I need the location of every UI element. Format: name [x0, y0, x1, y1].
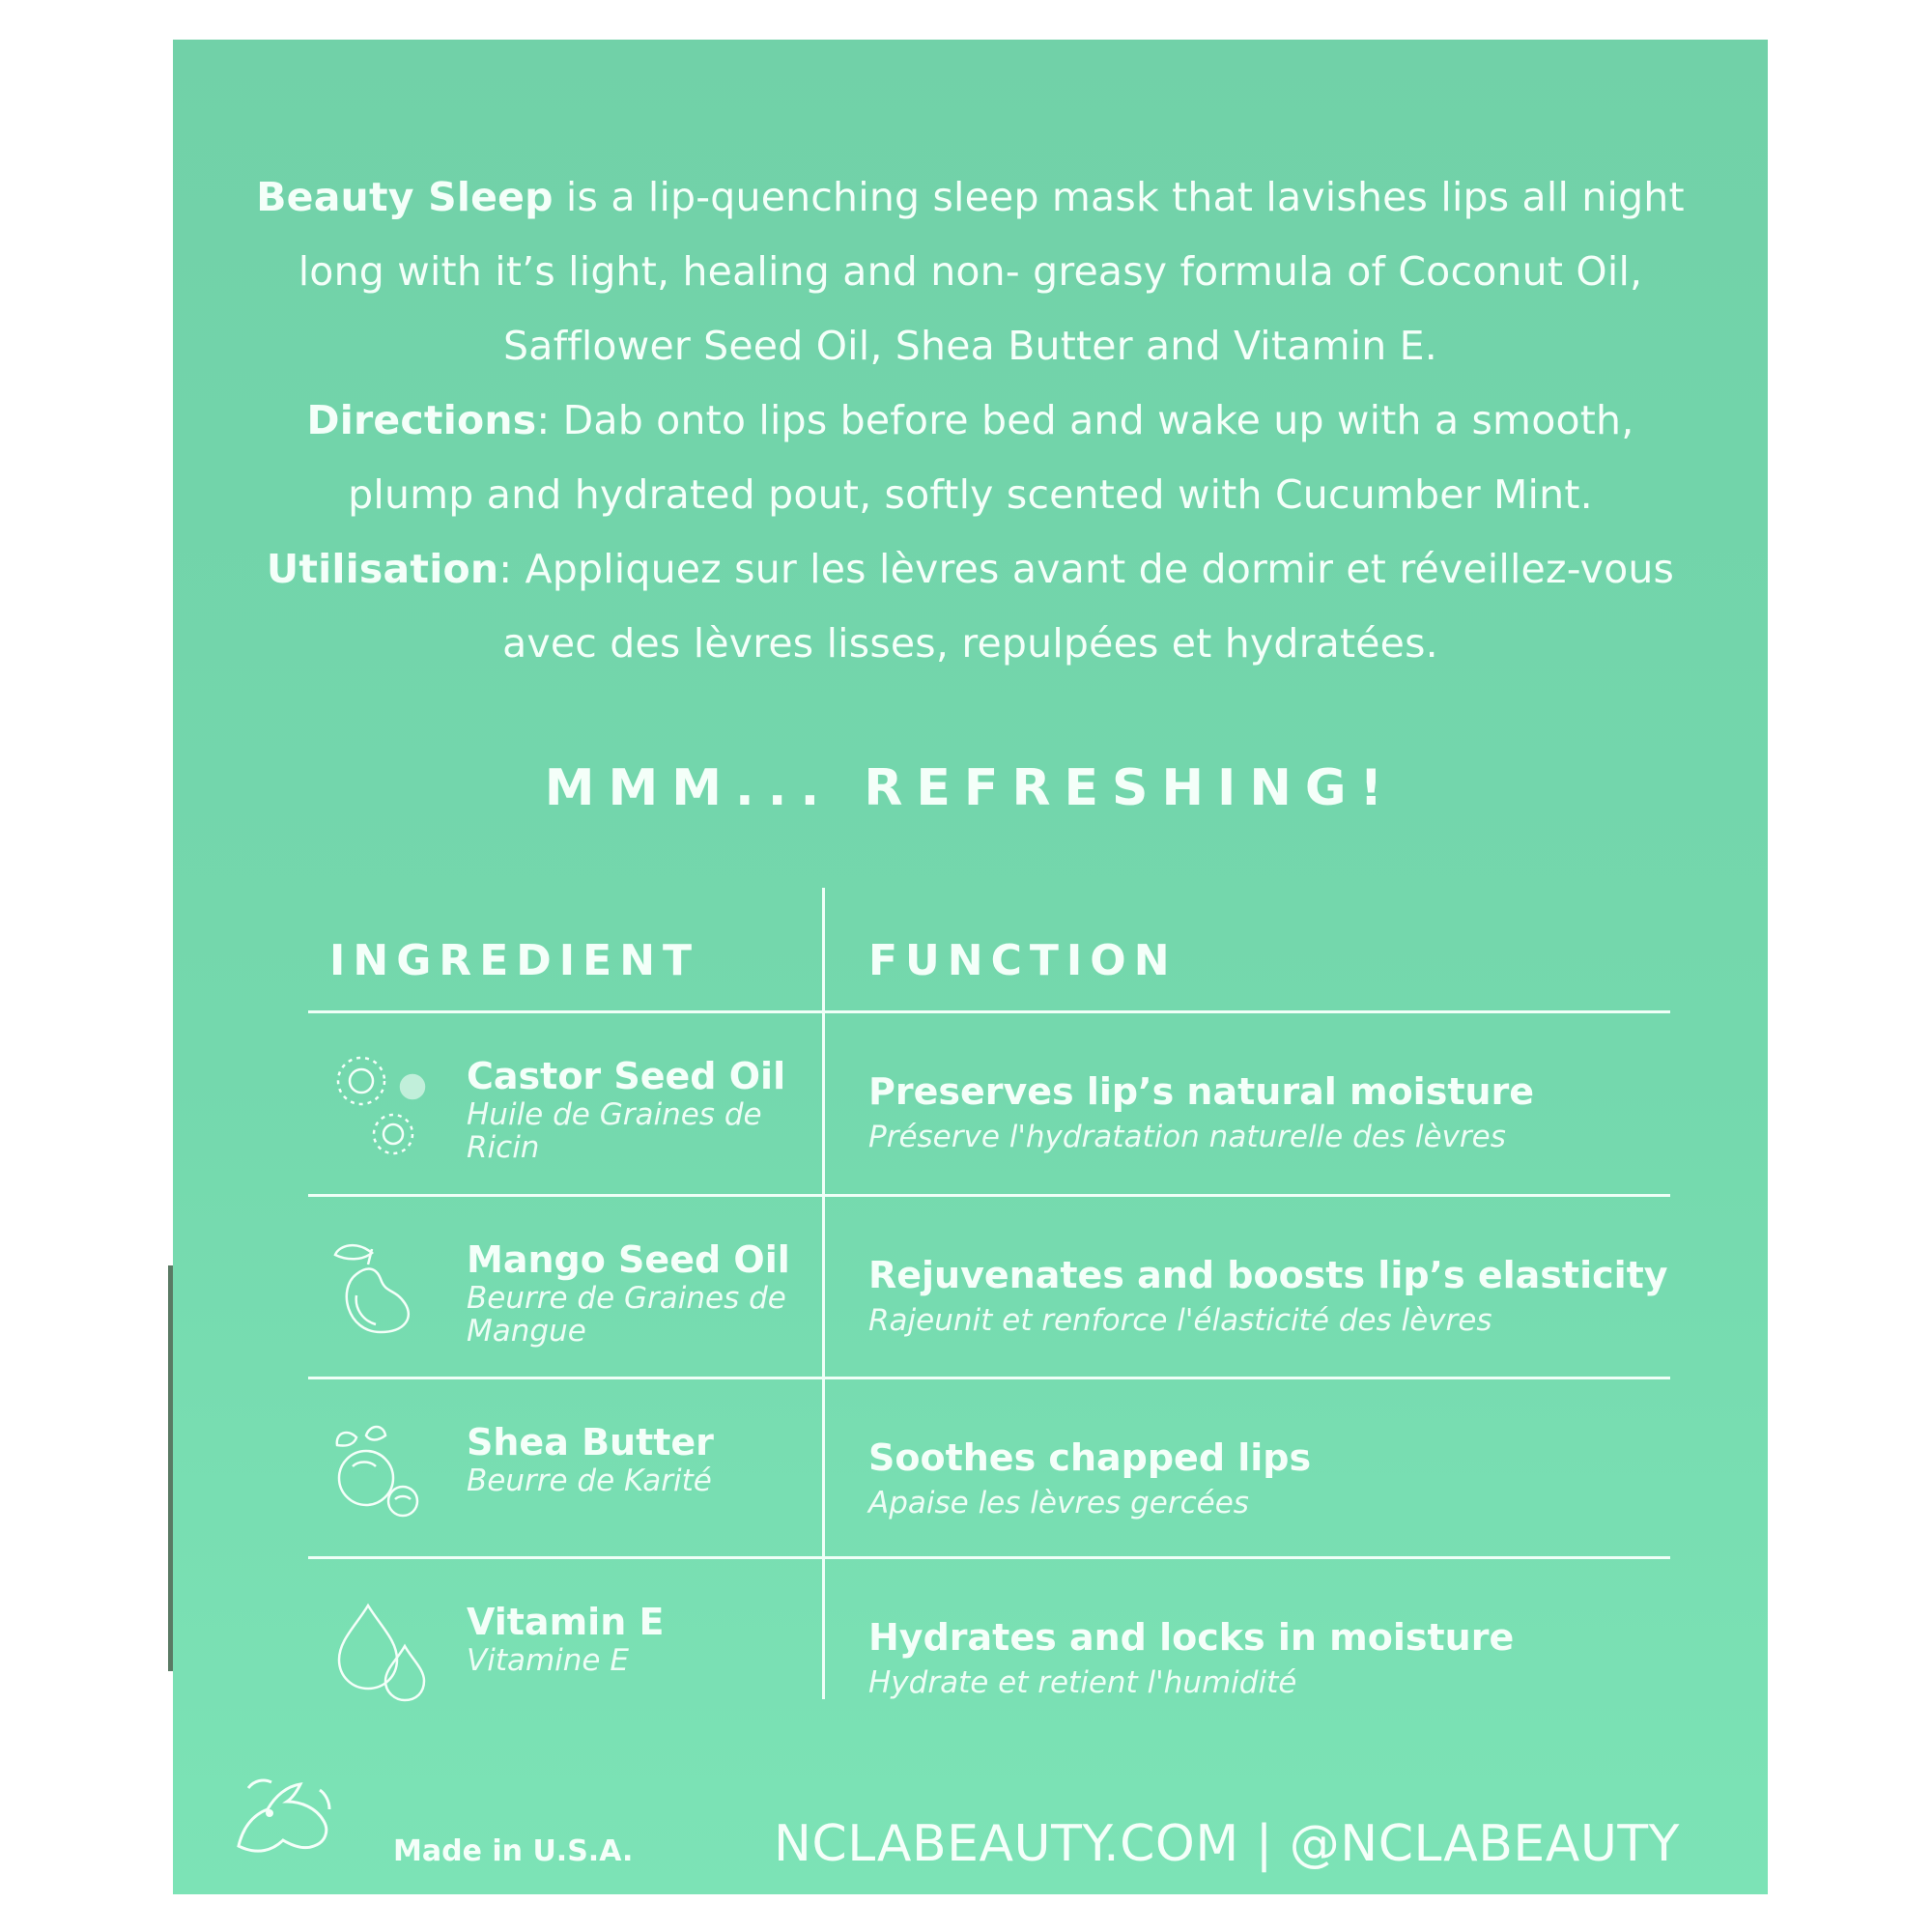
ingredient-cell [467, 1054, 814, 1164]
ingredient-name-fr: Beurre de Karité [467, 1463, 712, 1498]
function-text-fr: Rajeunit et renforce l'élasticité des lèvres [868, 1303, 1492, 1338]
ingredient-table [308, 880, 1670, 1749]
function-header: FUNCTION [868, 936, 1178, 985]
water-drops-icon [327, 1598, 434, 1704]
directions [241, 384, 1700, 532]
directions-text: : Dab onto lips before bed and wake up with a smooth, plump and hydrated pout, softly scented with Cucumber Mint. [348, 397, 1634, 518]
ingredient-name-fr: Vitamine E [467, 1643, 629, 1678]
function-text: Rejuvenates and boosts lip’s elasticity [868, 1254, 1668, 1296]
ingredient-name: Castor Seed Oil [467, 1055, 786, 1097]
made-in-label: Made in U.S.A. [393, 1834, 634, 1868]
function-text: Hydrates and locks in moisture [868, 1616, 1515, 1659]
table-row [308, 1379, 1670, 1558]
ingredient-name-fr: Huile de Graines de Ricin [467, 1097, 762, 1165]
ingredient-name: Shea Butter [467, 1421, 714, 1463]
utilisation [241, 532, 1700, 681]
ingredient-cell [467, 1600, 814, 1677]
function-text-fr: Apaise les lèvres gercées [868, 1486, 1249, 1520]
function-text-fr: Préserve l'hydratation naturelle des lèvres [868, 1120, 1506, 1154]
ingredient-name: Mango Seed Oil [467, 1238, 790, 1281]
table-row [308, 1559, 1670, 1738]
directions-label: Directions [306, 397, 537, 443]
function-cell [868, 1434, 1670, 1524]
function-text: Soothes chapped lips [868, 1436, 1312, 1479]
function-text: Preserves lip’s natural moisture [868, 1070, 1535, 1113]
utilisation-label: Utilisation [266, 546, 499, 592]
utilisation-text: : Appliquez sur les lèvres avant de dormir et réveillez-vous avec des lèvres lisses, repulpées et hydratées. [498, 546, 1675, 667]
headline: MMM... REFRESHING! [544, 759, 1397, 817]
website-handle: NCLABEAUTY.COM | @NCLABEAUTY [774, 1815, 1680, 1873]
package-panel [173, 40, 1768, 1894]
shea-nut-icon [327, 1418, 434, 1524]
description [241, 160, 1700, 681]
mango-icon [327, 1236, 434, 1342]
function-cell [868, 1251, 1670, 1342]
function-text-fr: Hydrate et retient l'humidité [868, 1665, 1297, 1700]
function-cell [868, 1067, 1670, 1158]
description-intro [241, 160, 1700, 384]
table-row [308, 1013, 1670, 1192]
ingredient-cell [467, 1420, 814, 1497]
product-name: Beauty Sleep [256, 174, 554, 220]
flower-icon [327, 1052, 434, 1158]
ingredient-name-fr: Beurre de Graines de Mangue [467, 1281, 786, 1349]
ingredient-cell [467, 1237, 814, 1348]
function-cell [868, 1613, 1670, 1704]
description-intro-text: is a lip-quenching sleep mask that lavishes lips all night long with it’s light, healing and non- greasy formula of Coconut Oil, Safflower Seed Oil, Shea Butter and Vitamin E. [298, 174, 1685, 369]
ingredient-name: Vitamin E [467, 1601, 665, 1643]
leaping-bunny-icon [229, 1771, 343, 1867]
ingredient-header: INGREDIENT [329, 936, 700, 985]
table-row [308, 1197, 1670, 1376]
